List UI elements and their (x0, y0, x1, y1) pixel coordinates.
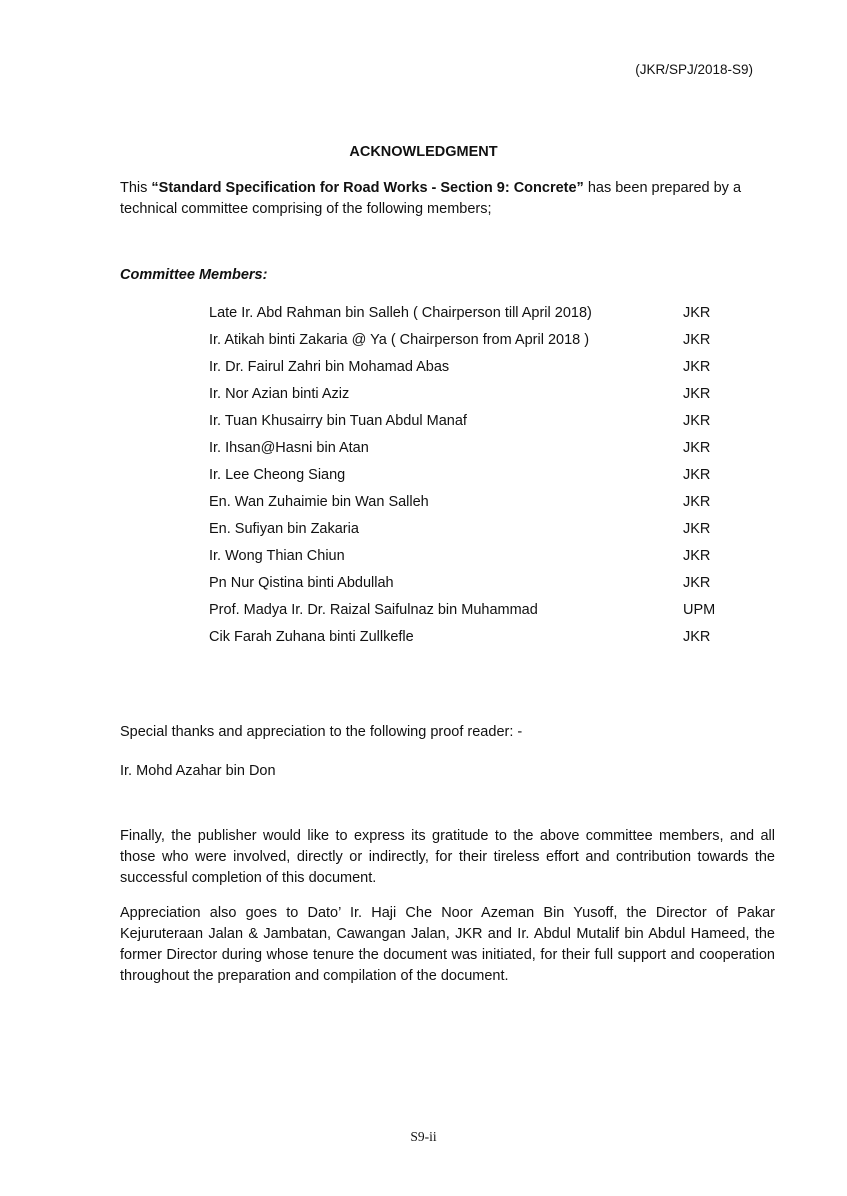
member-name: Late Ir. Abd Rahman bin Salleh ( Chairperson till April 2018) (209, 305, 592, 321)
document-reference: (JKR/SPJ/2018-S9) (635, 62, 753, 77)
member-row (209, 357, 729, 384)
member-name: En. Wan Zuhaimie bin Wan Salleh (209, 494, 429, 510)
member-name: Ir. Nor Azian binti Aziz (209, 386, 350, 402)
member-organization: JKR (683, 440, 711, 456)
member-row (209, 600, 729, 627)
member-row (209, 330, 729, 357)
member-name: Ir. Tuan Khusairry bin Tuan Abdul Manaf (209, 413, 467, 429)
member-organization: JKR (683, 413, 711, 429)
member-name: Prof. Madya Ir. Dr. Raizal Saifulnaz bin Muhammad (209, 602, 538, 618)
specification-title: “Standard Specification for Road Works - Section 9: Concrete” (151, 180, 584, 196)
member-organization: JKR (683, 575, 711, 591)
member-row (209, 573, 729, 600)
member-row (209, 411, 729, 438)
appreciation-paragraph: Appreciation also goes to Dato’ Ir. Haji Che Noor Azeman Bin Yusoff, the Director of Pakar Kejuruteraan Jalan & Jambatan, Cawangan Jalan, JKR and Ir. Abdul Mutalif bin Abdul Hameed, the former Director during whose tenure the document was initiated, for their full support and cooperation throughout the preparation and compilation of the document. (120, 905, 775, 984)
member-organization: JKR (683, 359, 711, 375)
member-name: Ir. Wong Thian Chiun (209, 548, 345, 564)
member-row (209, 384, 729, 411)
member-row (209, 627, 729, 654)
member-row (209, 519, 729, 546)
member-row (209, 465, 729, 492)
proof-reader-name: Ir. Mohd Azahar bin Don (120, 763, 276, 779)
member-organization: JKR (683, 494, 711, 510)
intro-suffix: has been prepared by a technical committee comprising of the following members; (120, 180, 742, 217)
member-name: Ir. Dr. Fairul Zahri bin Mohamad Abas (209, 359, 450, 375)
member-organization: JKR (683, 467, 711, 483)
member-organization: JKR (683, 305, 711, 321)
member-organization: JKR (683, 332, 711, 348)
member-organization: JKR (683, 521, 711, 537)
page-title: ACKNOWLEDGMENT (349, 144, 498, 160)
member-organization: UPM (683, 602, 716, 618)
member-row (209, 303, 729, 330)
member-name: Pn Nur Qistina binti Abdullah (209, 575, 394, 591)
member-name: Cik Farah Zuhana binti Zullkefle (209, 629, 414, 645)
member-name: Ir. Atikah binti Zakaria @ Ya ( Chairperson from April 2018 ) (209, 332, 590, 348)
member-name: Ir. Lee Cheong Siang (209, 467, 346, 483)
committee-heading: Committee Members: (120, 267, 268, 283)
committee-member-list (209, 303, 729, 654)
member-name: Ir. Ihsan@Hasni bin Atan (209, 440, 369, 456)
intro-prefix: This (120, 180, 152, 196)
member-row (209, 546, 729, 573)
page-number: S9-ii (410, 1129, 437, 1144)
member-organization: JKR (683, 548, 711, 564)
member-row (209, 438, 729, 465)
gratitude-paragraph: Finally, the publisher would like to express its gratitude to the above committee members, and all those who were involved, directly or indirectly, for their tireless effort and contribution towards the successful completion of this document. (120, 828, 775, 886)
intro-paragraph (120, 178, 755, 220)
member-organization: JKR (683, 386, 711, 402)
member-name: En. Sufiyan bin Zakaria (209, 521, 359, 537)
member-row (209, 492, 729, 519)
proof-reader-label: Special thanks and appreciation to the following proof reader: - (120, 724, 523, 740)
member-organization: JKR (683, 629, 711, 645)
